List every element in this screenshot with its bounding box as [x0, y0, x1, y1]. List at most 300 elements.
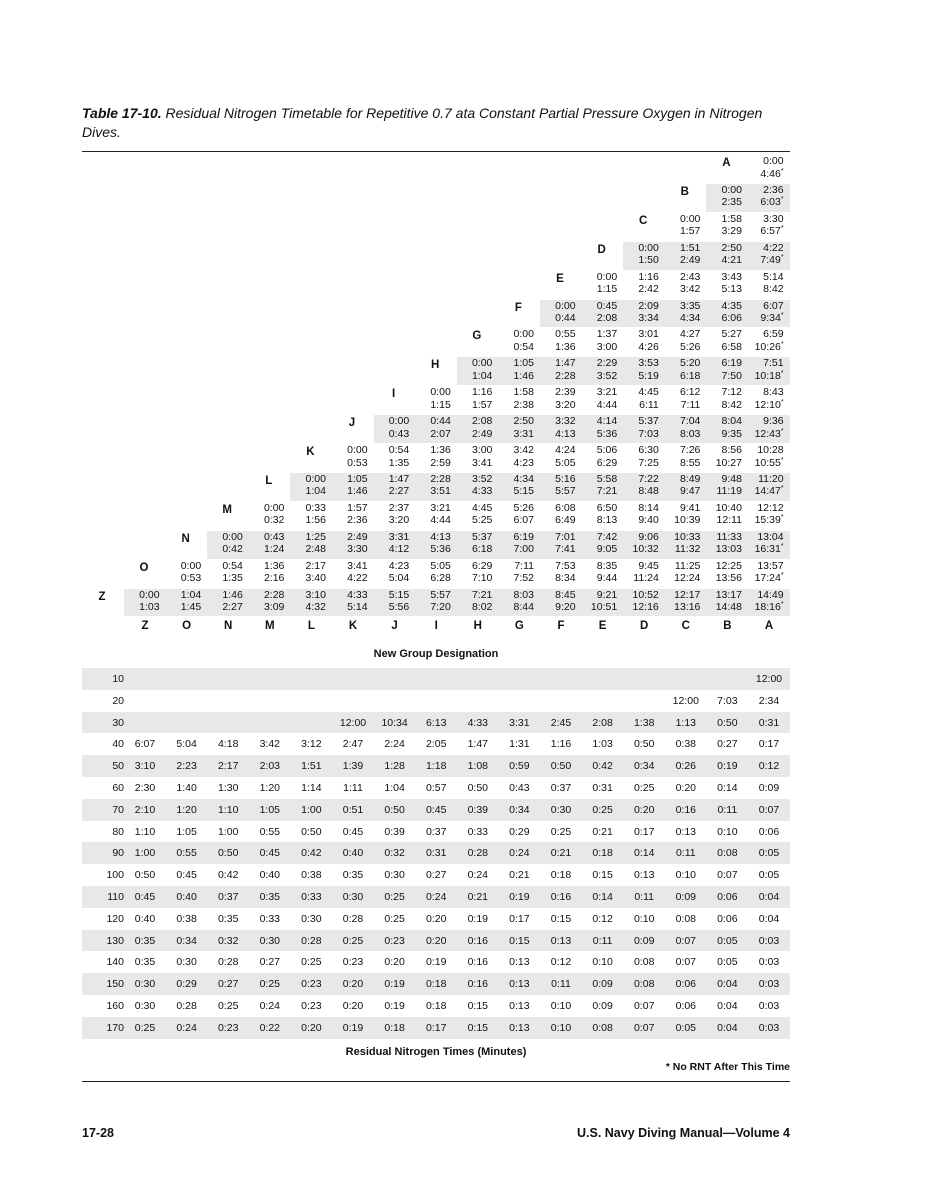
- interval-end: 2:59: [430, 456, 451, 469]
- rnt-cell: 0:51: [342, 803, 364, 816]
- interval-start: 1:36: [263, 559, 285, 572]
- group-label-D: D: [597, 243, 606, 256]
- interval-end: 4:22: [347, 572, 368, 585]
- interval-end: 1:57: [471, 398, 493, 411]
- rnt-row: [82, 777, 790, 799]
- interval-end: 2:36: [347, 514, 368, 527]
- rnt-cell: 0:30: [550, 803, 572, 816]
- interval-end: 3:20: [555, 398, 576, 411]
- rnt-cell: 0:06: [717, 890, 738, 903]
- rnt-row: [82, 864, 790, 886]
- rnt-cell: 0:24: [259, 999, 281, 1012]
- interval-end: 3:40: [305, 572, 326, 585]
- interval-start: 6:30: [638, 444, 659, 456]
- rnt-row: [82, 755, 790, 777]
- interval-end: 0:42: [222, 543, 243, 556]
- interval-start: 2:08: [471, 415, 493, 428]
- rnt-cell: 0:07: [633, 999, 655, 1012]
- group-cell: [706, 271, 748, 299]
- interval-end: 2:48: [305, 543, 326, 556]
- interval-start: 3:41: [347, 559, 368, 572]
- group-cell: [457, 386, 499, 414]
- group-cell: [582, 444, 624, 472]
- interval-end: 7:20: [430, 601, 451, 613]
- depth-cell: 90: [112, 847, 124, 860]
- rnt-cell: 0:07: [675, 956, 697, 969]
- rnt-cell: 0:45: [134, 890, 156, 903]
- group-cell: [540, 560, 582, 588]
- group-cell: [498, 357, 540, 385]
- interval-start: 0:00: [638, 241, 659, 254]
- group-cell: [582, 300, 624, 328]
- group-cell: [582, 386, 624, 414]
- rnt-row: [82, 842, 790, 864]
- interval-start: 1:47: [555, 357, 576, 370]
- interval-end: 14:47*: [754, 485, 784, 498]
- group-cell: [623, 328, 665, 356]
- group-cell: [457, 415, 499, 443]
- rnt-cell: 1:05: [259, 803, 281, 816]
- rnt-row: [82, 712, 790, 734]
- rnt-row: [82, 799, 790, 821]
- rnt-cell: 0:34: [176, 934, 197, 947]
- rnt-cell: 0:37: [550, 781, 572, 794]
- rnt-cell: 0:25: [259, 978, 281, 991]
- depth-cell: 130: [106, 934, 124, 947]
- rnt-cell: 2:17: [217, 760, 239, 773]
- interval-start: 3:31: [388, 530, 410, 543]
- group-cell: [290, 502, 332, 530]
- interval-start: 0:54: [388, 444, 410, 456]
- rnt-cell: 7:03: [717, 694, 738, 707]
- interval-end: 6:18: [471, 543, 493, 556]
- interval-start: 7:22: [638, 472, 659, 485]
- group-cell: [498, 589, 540, 617]
- interval-start: 1:25: [305, 530, 326, 543]
- rnt-cell: 0:12: [550, 956, 572, 969]
- new-group-H: H: [473, 620, 482, 632]
- group-cell: [665, 300, 707, 328]
- rnt-cell: 0:13: [550, 934, 572, 947]
- interval-end: 15:39*: [754, 514, 784, 527]
- depth-cell: 20: [112, 694, 124, 707]
- interval-end: 6:49: [555, 514, 576, 527]
- new-group-Z: Z: [141, 620, 149, 632]
- rnt-cell: 0:17: [509, 912, 530, 925]
- group-cell: [665, 589, 707, 617]
- rnt-cell: 0:25: [342, 934, 364, 947]
- interval-start: 0:00: [596, 270, 618, 283]
- group-cell: [540, 415, 582, 443]
- interval-start: 5:20: [679, 357, 701, 370]
- rnt-cell: 0:03: [758, 956, 780, 969]
- rnt-cell: 1:00: [301, 803, 322, 816]
- interval-start: 3:30: [763, 212, 784, 225]
- rnt-cell: 0:05: [758, 869, 780, 882]
- group-cell: [415, 502, 457, 530]
- interval-end: 5:36: [430, 543, 451, 556]
- rnt-cell: 0:40: [259, 869, 281, 882]
- interval-end: 0:43: [388, 427, 410, 440]
- group-cell: [665, 242, 707, 270]
- interval-start: 2:28: [263, 588, 285, 601]
- rnt-cell: 0:11: [675, 847, 696, 860]
- interval-start: 13:04: [757, 530, 784, 543]
- interval-start: 1:47: [388, 472, 410, 485]
- group-cell: [665, 444, 707, 472]
- interval-end: 10:18*: [754, 369, 784, 382]
- rnt-row: [82, 995, 790, 1017]
- new-group-A: A: [764, 620, 774, 632]
- group-cell: [290, 589, 332, 617]
- rnt-cell: 0:19: [717, 760, 738, 773]
- group-cell: [706, 473, 748, 501]
- interval-start: 6:59: [763, 328, 784, 341]
- interval-start: 7:01: [555, 530, 576, 543]
- interval-end: 3:09: [263, 601, 285, 613]
- rnt-cell: 0:21: [550, 847, 572, 860]
- interval-end: 12:16: [632, 601, 659, 613]
- table-title: Residual Nitrogen Timetable for Repetitive 0.7 ata Constant Partial Pressure Oxygen in Nitrogen Dives.: [82, 105, 763, 140]
- rnt-cell: 5:04: [176, 738, 197, 751]
- interval-end: 1:57: [679, 225, 701, 238]
- rnt-cell: 12:00: [672, 694, 699, 707]
- footnote: * No RNT After This Time: [665, 1061, 790, 1073]
- rnt-cell: 0:45: [342, 825, 364, 838]
- interval-start: 9:45: [638, 559, 659, 572]
- interval-start: 0:00: [180, 559, 202, 572]
- rnt-cell: 0:57: [425, 781, 447, 794]
- rnt-cell: 0:33: [259, 912, 281, 925]
- group-label-E: E: [556, 272, 564, 285]
- rnt-cell: 3:31: [509, 716, 530, 729]
- interval-end: 8:34: [555, 572, 576, 585]
- rnt-cell: 0:20: [342, 999, 364, 1012]
- group-cell: [623, 531, 665, 559]
- interval-start: 5:26: [513, 501, 534, 514]
- interval-end: 3:42: [679, 283, 701, 296]
- rnt-row: [82, 733, 790, 755]
- interval-start: 1:05: [347, 472, 368, 485]
- rnt-cell: 0:04: [717, 999, 738, 1012]
- rnt-cell: 3:10: [134, 760, 156, 773]
- interval-end: 12:24: [674, 572, 701, 585]
- interval-end: 5:57: [555, 485, 576, 498]
- interval-end: 1:46: [347, 485, 368, 498]
- interval-start: 5:15: [388, 588, 410, 601]
- interval-end: 1:04: [305, 485, 326, 498]
- page-number: 17-28: [82, 1126, 114, 1140]
- interval-start: 5:05: [430, 559, 451, 572]
- rnt-cell: 0:13: [633, 869, 655, 882]
- interval-start: 8:04: [721, 415, 742, 428]
- interval-end: 12:11: [716, 514, 742, 527]
- group-cell: [706, 560, 748, 588]
- group-label-A: A: [722, 157, 731, 169]
- rnt-cell: 0:23: [342, 956, 364, 969]
- rnt-cell: 12:00: [755, 673, 783, 685]
- interval-end: 2:27: [222, 601, 243, 613]
- rnt-cell: 0:30: [134, 999, 156, 1012]
- rnt-cell: 0:23: [301, 999, 322, 1012]
- interval-start: 1:36: [430, 444, 451, 456]
- interval-end: 10:51: [590, 601, 618, 613]
- rnt-cell: 0:18: [550, 869, 572, 882]
- rnt-cell: 0:08: [633, 956, 655, 969]
- interval-start: 0:55: [555, 328, 576, 341]
- group-cell: [249, 502, 291, 530]
- interval-end: 9:47: [679, 485, 701, 498]
- interval-end: 9:44: [596, 572, 618, 585]
- rnt-cell: 1:10: [217, 803, 239, 816]
- group-cell: [498, 444, 540, 472]
- group-cell: [498, 473, 540, 501]
- rnt-cell: 0:19: [509, 890, 530, 903]
- new-group-D: D: [640, 620, 649, 632]
- interval-start: 3:01: [638, 328, 659, 341]
- interval-end: 11:24: [633, 572, 659, 585]
- interval-start: 0:00: [263, 501, 285, 514]
- interval-end: 2:16: [263, 572, 285, 585]
- group-cell: [706, 589, 748, 617]
- rnt-cell: 2:10: [134, 803, 156, 816]
- rnt-cell: 2:03: [259, 760, 281, 773]
- interval-start: 7:53: [555, 559, 576, 572]
- interval-end: 5:04: [388, 572, 410, 585]
- rnt-cell: 0:34: [633, 760, 655, 773]
- rnt-cell: 0:59: [509, 760, 530, 773]
- interval-end: 12:43*: [754, 427, 784, 440]
- interval-start: 0:00: [679, 212, 701, 225]
- rnt-cell: 1:40: [176, 781, 197, 794]
- rnt-cell: 0:08: [675, 912, 697, 925]
- rnt-cell: 0:18: [592, 847, 613, 860]
- interval-start: 4:22: [763, 241, 784, 254]
- interval-end: 1:04: [471, 369, 493, 382]
- interval-start: 0:00: [721, 183, 742, 196]
- interval-start: 1:58: [721, 212, 742, 225]
- rnt-cell: 3:12: [301, 738, 322, 751]
- interval-end: 11:32: [674, 543, 701, 556]
- group-cell: [207, 589, 249, 617]
- interval-start: 3:53: [638, 357, 659, 370]
- interval-start: 10:28: [757, 444, 784, 456]
- rnt-row: [82, 690, 790, 712]
- interval-end: 6:07: [513, 514, 534, 527]
- rnt-cell: 0:20: [425, 934, 447, 947]
- rnt-cell: 0:16: [550, 890, 572, 903]
- rnt-cell: 1:08: [467, 760, 489, 773]
- interval-end: 4:46*: [760, 167, 784, 180]
- interval-start: 11:33: [716, 530, 742, 543]
- interval-end: 6:11: [639, 398, 659, 411]
- interval-end: 1:45: [180, 601, 202, 613]
- new-group-F: F: [557, 620, 565, 632]
- interval-start: 12:17: [674, 588, 701, 601]
- interval-start: 2:50: [721, 241, 742, 254]
- interval-start: 0:00: [139, 588, 160, 601]
- rnt-cell: 2:05: [425, 738, 447, 751]
- rnt-cell: 0:27: [425, 869, 447, 882]
- interval-start: 7:42: [596, 530, 618, 543]
- group-cell: [623, 560, 665, 588]
- interval-start: 7:26: [679, 444, 701, 456]
- group-cell: [706, 415, 748, 443]
- interval-end: 14:48: [715, 601, 742, 613]
- interval-end: 10:26*: [754, 340, 784, 353]
- interval-end: 2:38: [513, 398, 534, 411]
- interval-start: 8:45: [555, 588, 576, 601]
- depth-cell: 100: [106, 869, 124, 882]
- interval-end: 4:33: [471, 485, 493, 498]
- group-label-C: C: [639, 214, 648, 227]
- interval-end: 9:40: [638, 514, 659, 527]
- new-group-O: O: [182, 620, 192, 632]
- group-cell: [374, 502, 416, 530]
- interval-start: 0:00: [305, 472, 326, 485]
- group-label-F: F: [514, 301, 522, 314]
- rnt-cell: 0:13: [509, 956, 530, 969]
- rnt-row: [82, 930, 790, 952]
- rnt-cell: 0:09: [592, 978, 613, 991]
- interval-start: 3:32: [555, 415, 576, 428]
- interval-start: 0:33: [305, 501, 326, 514]
- interval-end: 7:25: [638, 456, 659, 469]
- interval-end: 1:46: [513, 369, 534, 382]
- interval-end: 8:55: [679, 456, 701, 469]
- depth-cell: 120: [106, 912, 124, 925]
- group-cell: [457, 560, 499, 588]
- interval-end: 2:27: [388, 485, 410, 498]
- rnt-cell: 2:24: [384, 738, 405, 751]
- rnt-cell: 1:14: [301, 781, 322, 794]
- rnt-cell: 1:03: [592, 738, 613, 751]
- interval-start: 10:40: [715, 501, 742, 514]
- interval-start: 13:17: [715, 588, 742, 601]
- group-cell: [415, 560, 457, 588]
- interval-end: 1:15: [430, 398, 451, 411]
- interval-start: 11:25: [674, 559, 701, 572]
- rnt-cell: 0:13: [675, 825, 697, 838]
- manual-title: U.S. Navy Diving Manual—Volume 4: [576, 1126, 790, 1140]
- rnt-cell: 0:24: [176, 1021, 197, 1034]
- interval-end: 7:10: [471, 572, 493, 585]
- rnt-cell: 0:35: [259, 890, 281, 903]
- interval-start: 4:33: [347, 588, 368, 601]
- group-cell: [332, 589, 374, 617]
- interval-start: 1:57: [347, 501, 368, 514]
- rnt-row: [82, 973, 790, 995]
- rnt-cell: 0:17: [633, 825, 655, 838]
- interval-end: 2:42: [638, 283, 659, 296]
- depth-cell: 80: [112, 825, 124, 838]
- interval-start: 5:57: [430, 588, 451, 601]
- interval-start: 9:41: [679, 501, 701, 514]
- interval-end: 17:24*: [754, 572, 784, 585]
- interval-end: 13:16: [674, 601, 701, 613]
- rnt-cell: 0:30: [134, 978, 156, 991]
- interval-start: 1:46: [222, 588, 243, 601]
- interval-end: 2:28: [555, 369, 576, 382]
- new-group-N: N: [224, 620, 233, 632]
- interval-start: 4:24: [555, 444, 576, 456]
- rnt-cell: 0:08: [633, 978, 655, 991]
- interval-end: 0:44: [555, 312, 576, 324]
- rnt-cell: 0:03: [758, 934, 780, 947]
- rnt-cell: 0:28: [342, 912, 364, 925]
- group-cell: [623, 357, 665, 385]
- group-label-H: H: [431, 359, 440, 372]
- interval-end: 6:06: [721, 312, 742, 324]
- interval-start: 3:42: [513, 444, 534, 456]
- interval-start: 1:51: [679, 241, 701, 254]
- group-cell: [582, 415, 624, 443]
- interval-end: 3:20: [388, 514, 410, 527]
- rnt-cell: 0:25: [301, 956, 322, 969]
- depth-cell: 110: [107, 890, 124, 903]
- group-cell: [374, 415, 416, 443]
- rnt-cell: 0:11: [717, 803, 738, 816]
- rnt-cell: 0:28: [467, 847, 489, 860]
- interval-start: 5:37: [471, 530, 493, 543]
- group-label-G: G: [472, 330, 482, 343]
- interval-end: 3:41: [471, 456, 493, 469]
- rnt-cell: 0:19: [384, 999, 405, 1012]
- interval-end: 4:12: [388, 543, 410, 556]
- interval-start: 2:50: [513, 415, 534, 428]
- interval-end: 5:05: [555, 456, 576, 469]
- rnt-cell: 1:30: [217, 781, 239, 794]
- rnt-cell: 12:00: [339, 716, 367, 729]
- rnt-cell: 0:25: [592, 803, 613, 816]
- interval-start: 6:19: [513, 530, 534, 543]
- rnt-row: [82, 821, 790, 843]
- group-cell: [166, 589, 208, 617]
- interval-start: 9:06: [638, 530, 659, 543]
- group-cell: [457, 473, 499, 501]
- interval-start: 3:21: [596, 386, 618, 399]
- rnt-cell: 0:30: [384, 869, 405, 882]
- interval-start: 0:00: [430, 386, 451, 399]
- interval-end: 8:03: [679, 427, 701, 440]
- interval-end: 4:26: [638, 340, 659, 353]
- interval-end: 16:31*: [754, 543, 784, 556]
- interval-end: 18:16*: [754, 601, 784, 613]
- rnt-cell: 0:33: [467, 825, 489, 838]
- rnt-cell: 0:40: [176, 890, 197, 903]
- interval-end: 6:57*: [760, 225, 784, 238]
- group-cell: [623, 386, 665, 414]
- interval-start: 5:37: [638, 415, 659, 428]
- depth-cell: 70: [112, 803, 124, 816]
- group-cell: [748, 415, 790, 443]
- group-cell: [665, 386, 707, 414]
- rnt-cell: 0:32: [384, 847, 405, 860]
- group-cell: [665, 328, 707, 356]
- rnt-cell: 1:16: [550, 738, 572, 751]
- group-label-Z: Z: [98, 590, 106, 603]
- interval-end: 8:02: [471, 601, 493, 613]
- interval-start: 6:07: [763, 299, 784, 312]
- group-cell: [582, 589, 624, 617]
- rnt-cell: 10:34: [381, 716, 408, 729]
- rnt-cell: 0:42: [592, 760, 613, 773]
- interval-start: 4:34: [513, 472, 534, 485]
- interval-start: 1:58: [513, 386, 534, 399]
- rnt-cell: 2:08: [592, 716, 613, 729]
- group-cell: [665, 357, 707, 385]
- interval-start: 7:04: [679, 415, 701, 428]
